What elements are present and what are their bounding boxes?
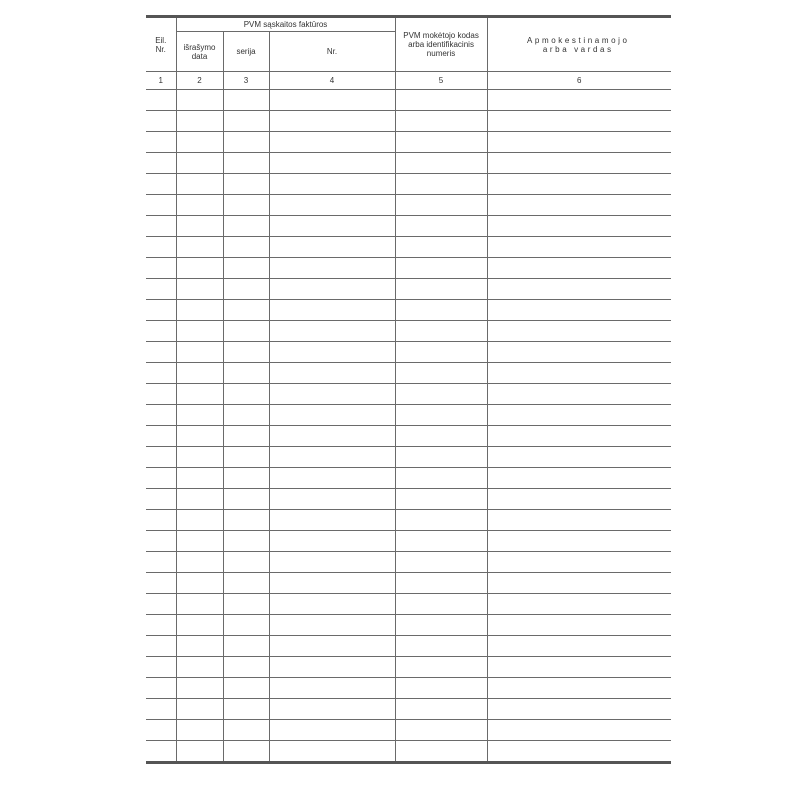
entry-cell[interactable] [176,657,223,678]
entry-cell[interactable] [269,699,395,720]
entry-cell[interactable] [176,111,223,132]
entry-cell[interactable] [395,111,487,132]
entry-cell[interactable] [395,321,487,342]
entry-cell[interactable] [223,237,269,258]
number-header: Nr. [269,32,395,72]
entry-cell[interactable] [146,321,176,342]
table-row [146,174,671,195]
entry-cell[interactable] [269,195,395,216]
entry-cell[interactable] [223,657,269,678]
entry-cell[interactable] [223,489,269,510]
entry-cell[interactable] [223,531,269,552]
entry-cell[interactable] [487,132,671,153]
table-row [146,447,671,468]
table-row [146,426,671,447]
entry-cell[interactable] [146,678,176,699]
entry-cell[interactable] [269,447,395,468]
entry-cell[interactable] [395,174,487,195]
entry-cell[interactable] [269,258,395,279]
entry-cell[interactable] [176,279,223,300]
entry-cell[interactable] [395,195,487,216]
entry-cell[interactable] [176,258,223,279]
entry-cell[interactable] [146,132,176,153]
invoice-group-header: PVM sąskaitos faktūros [176,17,395,32]
invoice-register-table [146,15,671,764]
entry-cell[interactable] [487,384,671,405]
entry-cell[interactable] [269,657,395,678]
table-row [146,279,671,300]
entry-cell[interactable] [176,426,223,447]
table-row [146,489,671,510]
entry-cell[interactable] [223,636,269,657]
entry-cell[interactable] [176,342,223,363]
entry-cell[interactable] [176,699,223,720]
entry-cell[interactable] [176,741,223,763]
entry-cell[interactable] [176,405,223,426]
entry-cell[interactable] [146,594,176,615]
entry-cell[interactable] [223,279,269,300]
entry-cell[interactable] [223,300,269,321]
entry-cell[interactable] [395,510,487,531]
vat-code-header: PVM mokėtojo kodas arba identifikacinis numeris [395,17,487,72]
table-row [146,195,671,216]
entry-cell[interactable] [269,678,395,699]
issue-date-header: išrašymo data [176,32,223,72]
entry-cell[interactable] [146,384,176,405]
entry-cell[interactable] [395,342,487,363]
column-number: 5 [395,72,487,90]
entry-cell[interactable] [176,552,223,573]
entry-cell[interactable] [269,216,395,237]
entry-cell[interactable] [176,216,223,237]
entry-cell[interactable] [146,615,176,636]
entry-cell[interactable] [487,279,671,300]
table-row [146,405,671,426]
entry-cell[interactable] [487,426,671,447]
entry-cell[interactable] [395,132,487,153]
entry-cell[interactable] [223,363,269,384]
entry-cell[interactable] [487,678,671,699]
entry-cell[interactable] [395,552,487,573]
entry-cell[interactable] [176,132,223,153]
table-row [146,300,671,321]
entry-cell[interactable] [269,153,395,174]
table-row [146,132,671,153]
entry-cell[interactable] [395,489,487,510]
entry-cell[interactable] [146,195,176,216]
row-number-header: Eil. Nr. [146,17,176,72]
entry-cell[interactable] [487,741,671,763]
entry-cell[interactable] [487,216,671,237]
entry-cell[interactable] [223,174,269,195]
entry-cell[interactable] [146,405,176,426]
table-row [146,678,671,699]
entry-cell[interactable] [223,216,269,237]
entry-cell[interactable] [395,447,487,468]
entry-cell[interactable] [395,300,487,321]
entry-cell[interactable] [146,699,176,720]
table-row [146,531,671,552]
entry-cell[interactable] [269,573,395,594]
entry-cell[interactable] [223,90,269,111]
entry-cell[interactable] [146,573,176,594]
entry-cell[interactable] [269,342,395,363]
entry-cell[interactable] [223,573,269,594]
entry-cell[interactable] [487,594,671,615]
table-row [146,741,671,763]
taxpayer-header-line1: Apmokestinamojo [526,35,630,45]
entry-cell[interactable] [146,111,176,132]
entry-cell[interactable] [146,237,176,258]
entry-cell[interactable] [395,678,487,699]
table-row [146,216,671,237]
entry-cell[interactable] [487,300,671,321]
entry-cell[interactable] [395,657,487,678]
entry-cell[interactable] [146,300,176,321]
entry-cell[interactable] [269,594,395,615]
taxpayer-header-line2: arba vardas [542,44,614,54]
table-row [146,90,671,111]
table-row [146,636,671,657]
entry-cell[interactable] [223,720,269,741]
entry-cell[interactable] [395,468,487,489]
entry-cell[interactable] [176,720,223,741]
entry-cell[interactable] [487,321,671,342]
entry-cell[interactable] [395,531,487,552]
table-row [146,363,671,384]
entry-cell[interactable] [146,657,176,678]
entry-cell[interactable] [223,699,269,720]
entry-cell[interactable] [146,720,176,741]
table-row [146,258,671,279]
entry-cell[interactable] [223,321,269,342]
entry-cell[interactable] [176,531,223,552]
entry-cell[interactable] [223,342,269,363]
table-row [146,573,671,594]
entry-cell[interactable] [487,573,671,594]
table-row [146,720,671,741]
vat-invoice-register-page [146,15,671,793]
entry-cell[interactable] [395,405,487,426]
entry-cell[interactable] [146,216,176,237]
entry-cell[interactable] [269,90,395,111]
table-row [146,111,671,132]
entry-cell[interactable] [269,636,395,657]
entry-cell[interactable] [223,678,269,699]
entry-cell[interactable] [176,195,223,216]
entry-cell[interactable] [176,594,223,615]
entry-cell[interactable] [176,237,223,258]
entry-cell[interactable] [269,132,395,153]
entry-cell[interactable] [223,111,269,132]
entry-cell[interactable] [395,573,487,594]
entry-cell[interactable] [269,489,395,510]
entry-cell[interactable] [487,342,671,363]
entry-cell[interactable] [269,321,395,342]
entry-cell[interactable] [269,111,395,132]
entry-cell[interactable] [395,636,487,657]
entry-cell[interactable] [223,447,269,468]
entry-cell[interactable] [176,447,223,468]
entry-cell[interactable] [395,741,487,763]
table-row [146,153,671,174]
column-number-row [146,72,671,90]
entry-cell[interactable] [395,615,487,636]
column-number: 2 [176,72,223,90]
entry-cell[interactable] [395,363,487,384]
entry-cell[interactable] [395,426,487,447]
entry-cell[interactable] [223,741,269,763]
entry-cell[interactable] [487,468,671,489]
table-row [146,657,671,678]
register-body [146,90,671,763]
entry-cell[interactable] [395,90,487,111]
table-row [146,510,671,531]
column-number: 6 [487,72,671,90]
entry-cell[interactable] [487,531,671,552]
entry-cell[interactable] [395,153,487,174]
entry-cell[interactable] [223,594,269,615]
table-row [146,699,671,720]
entry-cell[interactable] [487,552,671,573]
entry-cell[interactable] [269,615,395,636]
column-number: 4 [269,72,395,90]
entry-cell[interactable] [146,531,176,552]
entry-cell[interactable] [269,531,395,552]
entry-cell[interactable] [487,636,671,657]
entry-cell[interactable] [395,720,487,741]
entry-cell[interactable] [146,174,176,195]
entry-cell[interactable] [146,426,176,447]
entry-cell[interactable] [269,384,395,405]
entry-cell[interactable] [487,657,671,678]
entry-cell[interactable] [223,615,269,636]
entry-cell[interactable] [146,447,176,468]
entry-cell[interactable] [269,405,395,426]
entry-cell[interactable] [176,90,223,111]
entry-cell[interactable] [487,195,671,216]
table-row [146,384,671,405]
entry-cell[interactable] [176,321,223,342]
entry-cell[interactable] [269,363,395,384]
entry-cell[interactable] [395,237,487,258]
entry-cell[interactable] [269,174,395,195]
entry-cell[interactable] [269,279,395,300]
taxpayer-name-header [487,17,671,72]
entry-cell[interactable] [146,258,176,279]
column-number: 3 [223,72,269,90]
entry-cell[interactable] [176,174,223,195]
column-number: 1 [146,72,176,90]
entry-cell[interactable] [176,300,223,321]
entry-cell[interactable] [176,468,223,489]
entry-cell[interactable] [176,636,223,657]
entry-cell[interactable] [223,384,269,405]
entry-cell[interactable] [487,405,671,426]
entry-cell[interactable] [269,552,395,573]
entry-cell[interactable] [487,720,671,741]
entry-cell[interactable] [223,195,269,216]
table-row [146,237,671,258]
entry-cell[interactable] [223,426,269,447]
entry-cell[interactable] [146,363,176,384]
entry-cell[interactable] [146,552,176,573]
entry-cell[interactable] [487,237,671,258]
entry-cell[interactable] [176,153,223,174]
entry-cell[interactable] [395,279,487,300]
entry-cell[interactable] [487,258,671,279]
entry-cell[interactable] [146,741,176,763]
entry-cell[interactable] [395,216,487,237]
entry-cell[interactable] [269,426,395,447]
entry-cell[interactable] [223,468,269,489]
entry-cell[interactable] [487,363,671,384]
entry-cell[interactable] [176,384,223,405]
entry-cell[interactable] [487,510,671,531]
entry-cell[interactable] [269,237,395,258]
entry-cell[interactable] [269,510,395,531]
entry-cell[interactable] [176,573,223,594]
entry-cell[interactable] [487,111,671,132]
table-row [146,552,671,573]
entry-cell[interactable] [176,615,223,636]
entry-cell[interactable] [395,594,487,615]
entry-cell[interactable] [487,174,671,195]
entry-cell[interactable] [269,300,395,321]
entry-cell[interactable] [487,489,671,510]
entry-cell[interactable] [146,90,176,111]
entry-cell[interactable] [487,90,671,111]
entry-cell[interactable] [223,405,269,426]
entry-cell[interactable] [487,153,671,174]
entry-cell[interactable] [223,258,269,279]
entry-cell[interactable] [146,510,176,531]
entry-cell[interactable] [487,699,671,720]
entry-cell[interactable] [146,342,176,363]
entry-cell[interactable] [395,384,487,405]
table-row [146,342,671,363]
entry-cell[interactable] [146,279,176,300]
entry-cell[interactable] [146,153,176,174]
entry-cell[interactable] [487,615,671,636]
entry-cell[interactable] [146,489,176,510]
entry-cell[interactable] [269,720,395,741]
entry-cell[interactable] [176,678,223,699]
entry-cell[interactable] [269,468,395,489]
entry-cell[interactable] [487,447,671,468]
entry-cell[interactable] [223,132,269,153]
table-row [146,615,671,636]
entry-cell[interactable] [395,699,487,720]
entry-cell[interactable] [223,153,269,174]
table-row [146,594,671,615]
entry-cell[interactable] [176,510,223,531]
entry-cell[interactable] [176,363,223,384]
entry-cell[interactable] [223,510,269,531]
entry-cell[interactable] [146,468,176,489]
entry-cell[interactable] [146,636,176,657]
entry-cell[interactable] [223,552,269,573]
table-row [146,321,671,342]
entry-cell[interactable] [176,489,223,510]
entry-cell[interactable] [269,741,395,763]
series-header: serija [223,32,269,72]
table-row [146,468,671,489]
entry-cell[interactable] [395,258,487,279]
